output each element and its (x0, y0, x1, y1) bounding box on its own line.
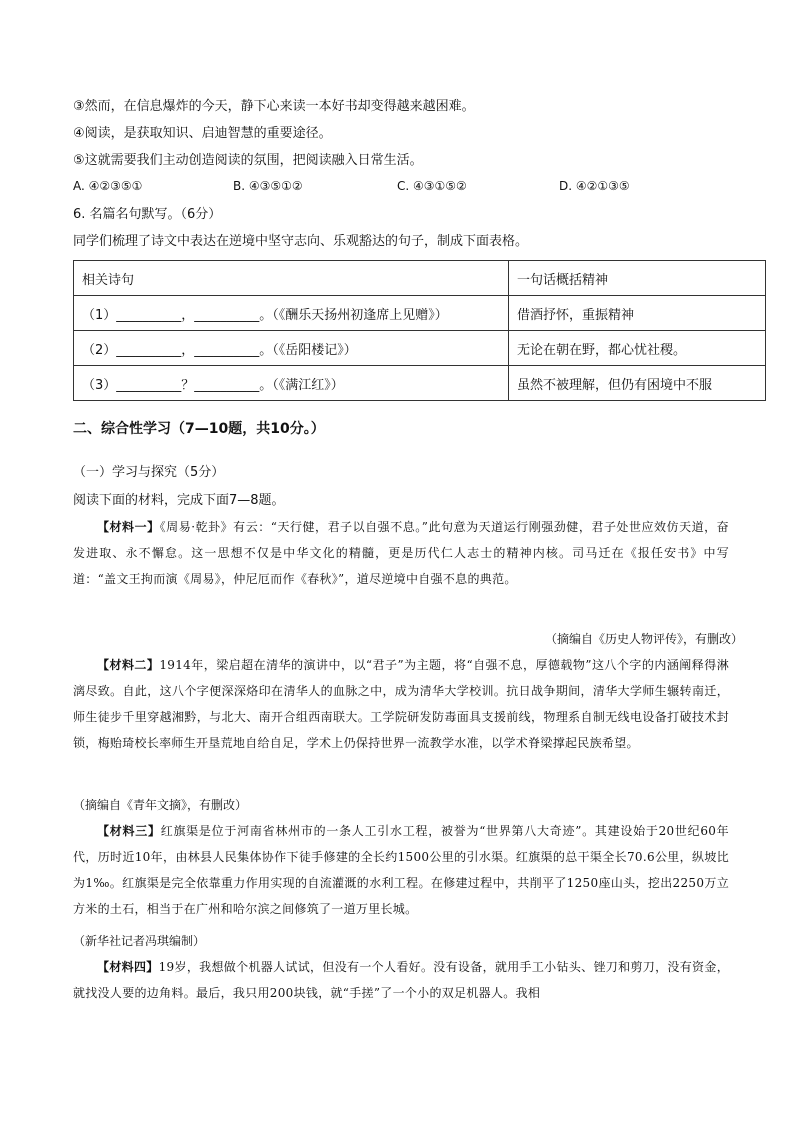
material-4-label: 【材料四】 (97, 960, 159, 974)
poem-table (73, 260, 766, 401)
material-1-label: 【材料一】 (97, 520, 160, 534)
section-2-instruction: 阅读下面的材料，完成下面7—8题。 (73, 493, 285, 508)
material-1-source: （摘编自《历史人物评传》，有删改） (544, 632, 743, 646)
spirit-cell: 虽然不被理解，但仍有困境中不服 (509, 366, 766, 401)
sentence-5: ⑤这就需要我们主动创造阅读的氛围，把阅读融入日常生活。 (73, 153, 423, 168)
option-d[interactable]: D. ④②①③⑤ (559, 179, 630, 193)
material-1-text: 《周易·乾卦》有云：“天行健，君子以自强不息。”此句意为天道运行刚强劲健，君子处世应效仿天道，奋发进取、永不懈怠。这一思想不仅是中华文化的精髓，更是历代仁人志士的精神内核。司马迁在《报任安书》中写道：“盖文王拘而演《周易》，仲尼厄而作《春秋》”，道尽逆境中自强不息的典范。 (73, 520, 729, 586)
material-4-text: 19岁，我想做个机器人试试，但没有一个人看好。没有设备，就用手工小钻头、锉刀和剪刀，没有资金，就找没人要的边角料。最后，我只用200块钱，就“手搓”了一个小的双足机器人。我相 (73, 960, 729, 1000)
sentence-3: ③然而，在信息爆炸的今天，静下心来读一本好书却变得越来越困难。 (73, 99, 475, 114)
table-row (74, 331, 766, 366)
table-header-poem: 相关诗句 (74, 261, 509, 296)
sentence-4: ④阅读，是获取知识、启迪智慧的重要途径。 (73, 126, 332, 141)
poem-blank-2[interactable]: （2）__________，__________。（《岳阳楼记》） (74, 331, 509, 366)
poem-blank-3[interactable]: （3）__________？__________。（《满江红》） (74, 366, 509, 401)
table-header-spirit: 一句话概括精神 (509, 261, 766, 296)
section-2-title: 二、综合性学习（7—10题，共10分。） (73, 421, 325, 437)
option-c[interactable]: C. ④③①⑤② (397, 179, 467, 193)
option-a[interactable]: A. ④②③⑤① (73, 179, 143, 193)
material-2-source: （摘编自《青年文摘》，有删改） (73, 798, 248, 812)
poem-blank-1[interactable]: （1）__________，__________。（《酬乐天扬州初逢席上见赠》） (74, 296, 509, 331)
material-3-label: 【材料三】 (97, 824, 161, 838)
spirit-cell: 无论在朝在野，都心忧社稷。 (509, 331, 766, 366)
question-6-instruction: 同学们梳理了诗文中表达在逆境中坚守志向、乐观豁达的句子，制成下面表格。 (73, 234, 529, 249)
section-2-subtitle: （一）学习与探究（5分） (73, 465, 225, 480)
material-2-label: 【材料二】 (97, 658, 160, 672)
spirit-cell: 借酒抒怀，重振精神 (509, 296, 766, 331)
material-3-text: 红旗渠是位于河南省林州市的一条人工引水工程，被誉为“世界第八大奇迹”。其建设始于20世纪60年代，历时近10年，由林县人民集体协作下徒手修建的全长约1500公里的引水渠。红旗渠的总干渠全长70.6公里，纵坡比为1‰。红旗渠是完全依靠重力作用实现的自流灌溉的水利工程。在修建过程中，共削平了1250座山头，挖出2250万立方米的土石，相当于在广州和哈尔滨之间修筑了一道万里长城。 (73, 824, 729, 916)
answer-options (73, 179, 733, 195)
material-3-source: （新华社记者冯琪编制） (73, 934, 206, 948)
table-header-row (74, 261, 766, 296)
table-row (74, 296, 766, 331)
material-2 (73, 652, 729, 756)
material-4 (73, 954, 729, 1006)
option-b[interactable]: B. ④③⑤①② (233, 179, 303, 193)
material-3 (73, 818, 729, 922)
table-row (74, 366, 766, 401)
material-1 (73, 514, 729, 592)
material-2-text: 1914年，梁启超在清华的演讲中，以“君子”为主题，将“自强不息，厚德载物”这八个字的内涵阐释得淋漓尽致。自此，这八个字便深深烙印在清华人的血脉之中，成为清华大学校训。抗日战争期间，清华大学师生辗转南迁，师生徒步千里穿越湘黔，与北大、南开合组西南联大。工学院研发防毒面具支援前线，物理系自制无线电设备打破技术封锁，梅贻琦校长率师生开垦荒地自给自足，学术上仍保持世界一流教学水准，以学术脊梁撑起民族希望。 (73, 658, 729, 750)
question-6-title: 6. 名篇名句默写。（6分） (73, 207, 222, 222)
